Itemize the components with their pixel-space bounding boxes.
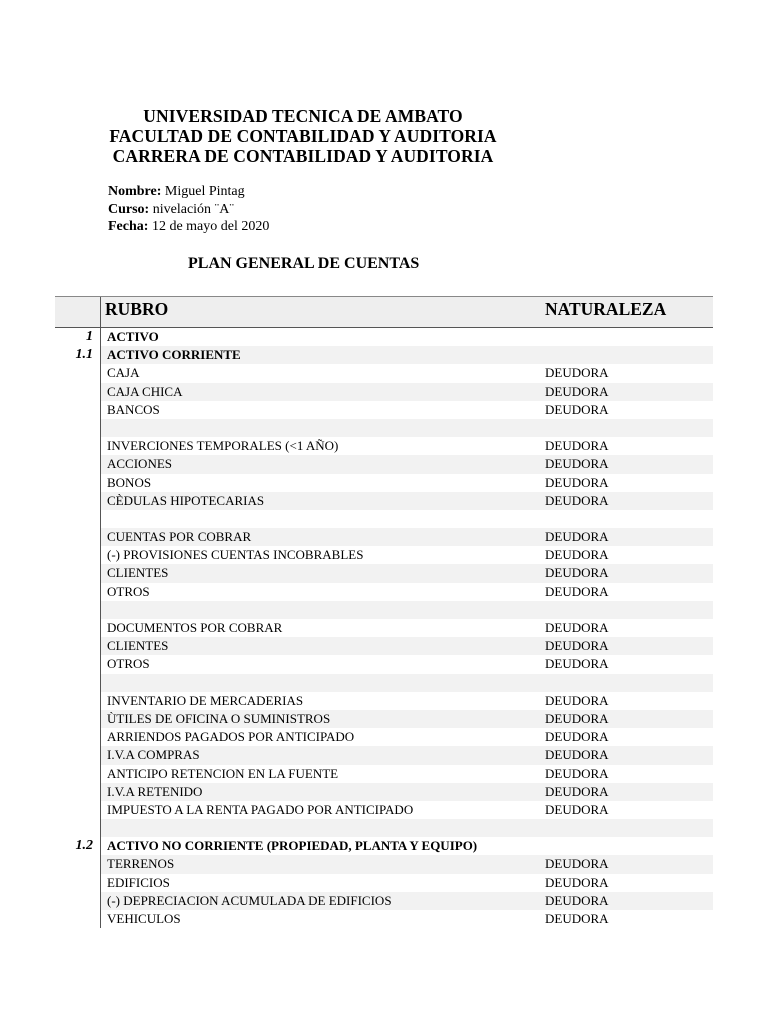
account-name: TERRENOS xyxy=(107,856,175,872)
account-name: OTROS xyxy=(107,583,150,599)
account-nature: DEUDORA xyxy=(545,438,609,454)
table-row xyxy=(101,892,713,910)
account-code: 1 xyxy=(86,329,93,344)
account-nature: DEUDORA xyxy=(545,729,609,745)
fecha-label: Fecha: xyxy=(108,219,149,234)
table-row xyxy=(101,855,713,873)
account-nature: DEUDORA xyxy=(545,547,609,563)
account-name: BONOS xyxy=(107,474,152,490)
account-name: I.V.A RETENIDO xyxy=(107,783,203,799)
column-divider xyxy=(100,297,101,327)
account-name: I.V.A COMPRAS xyxy=(107,747,200,763)
nombre-line xyxy=(108,183,269,201)
table-row xyxy=(101,910,713,928)
account-nature: DEUDORA xyxy=(545,765,609,781)
table-row xyxy=(101,583,713,601)
table-row xyxy=(101,801,713,819)
table-row xyxy=(101,874,713,892)
table-body xyxy=(75,328,713,928)
student-info xyxy=(108,183,269,236)
table-row xyxy=(101,510,713,528)
table-row xyxy=(101,437,713,455)
university-title: UNIVERSIDAD TECNICA DE AMBATO xyxy=(143,106,463,126)
document-header xyxy=(0,106,606,166)
account-name: CAJA CHICA xyxy=(107,383,183,399)
account-nature: DEUDORA xyxy=(545,474,609,490)
table-row xyxy=(75,346,713,364)
table-row xyxy=(86,328,713,346)
career-title: CARRERA DE CONTABILIDAD Y AUDITORIA xyxy=(112,146,494,166)
account-nature: DEUDORA xyxy=(545,529,609,545)
account-name: IMPUESTO A LA RENTA PAGADO POR ANTICIPADO xyxy=(107,801,414,817)
account-nature: DEUDORA xyxy=(545,620,609,635)
table-row xyxy=(75,837,713,855)
table-row xyxy=(101,692,713,710)
account-nature: DEUDORA xyxy=(545,783,609,799)
table-row xyxy=(101,746,713,764)
account-name: ACTIVO CORRIENTE xyxy=(107,347,241,363)
account-nature: DEUDORA xyxy=(545,583,609,599)
account-nature: DEUDORA xyxy=(545,492,609,508)
account-name: ARRIENDOS PAGADOS POR ANTICIPADO xyxy=(107,729,355,745)
column-header-rubro: RUBRO xyxy=(105,299,169,319)
table-row xyxy=(101,564,713,582)
table-row xyxy=(101,601,713,619)
account-nature: DEUDORA xyxy=(545,856,609,872)
account-name: ACTIVO NO CORRIENTE (PROPIEDAD, PLANTA Y EQUIPO) xyxy=(107,838,478,854)
account-name: CLIENTES xyxy=(107,638,169,654)
account-name: ACCIONES xyxy=(107,456,173,472)
account-name: INVENTARIO DE MERCADERIAS xyxy=(107,692,304,708)
plan-title: PLAN GENERAL DE CUENTAS xyxy=(188,255,420,272)
account-nature: DEUDORA xyxy=(545,874,609,890)
table-row xyxy=(101,455,713,473)
account-nature: DEUDORA xyxy=(545,656,609,672)
table-row xyxy=(101,474,713,492)
table-row xyxy=(101,637,713,655)
account-name: (-) PROVISIONES CUENTAS INCOBRABLES xyxy=(107,547,364,563)
table-row xyxy=(101,765,713,783)
fecha-value: 12 de mayo del 2020 xyxy=(151,219,270,234)
curso-label: Curso: xyxy=(108,201,150,217)
account-name: EDIFICIOS xyxy=(107,874,170,890)
account-name: CLIENTES xyxy=(107,565,169,581)
accounts-table xyxy=(55,296,713,928)
account-nature: DEUDORA xyxy=(545,365,609,381)
account-nature: DEUDORA xyxy=(545,710,609,726)
curso-line xyxy=(108,201,269,219)
account-name: OTROS xyxy=(107,656,150,672)
account-name: DOCUMENTOS POR COBRAR xyxy=(107,620,283,635)
faculty-title: FACULTAD DE CONTABILIDAD Y AUDITORIA xyxy=(109,126,497,146)
account-name: BANCOS xyxy=(107,401,160,417)
account-name: CUENTAS POR COBRAR xyxy=(107,529,252,545)
account-code: 1.2 xyxy=(75,838,93,854)
table-header xyxy=(55,296,713,328)
table-row xyxy=(101,401,713,419)
table-row xyxy=(101,728,713,746)
account-nature: DEUDORA xyxy=(545,892,609,908)
table-row xyxy=(101,364,713,382)
account-nature: DEUDORA xyxy=(545,456,609,472)
account-nature: DEUDORA xyxy=(545,401,609,417)
account-name: INVERCIONES TEMPORALES (<1 AÑO) xyxy=(107,438,339,454)
nombre-value: Miguel Pintag xyxy=(164,184,245,199)
table-row xyxy=(101,710,713,728)
account-nature: DEUDORA xyxy=(545,383,609,399)
table-row xyxy=(101,655,713,673)
table-row xyxy=(101,492,713,510)
account-name: CÈDULAS HIPOTECARIAS xyxy=(107,492,265,508)
account-name: VEHICULOS xyxy=(107,911,181,926)
table-row xyxy=(101,674,713,692)
account-nature: DEUDORA xyxy=(545,692,609,708)
account-nature: DEUDORA xyxy=(545,911,609,926)
account-name: CAJA xyxy=(107,365,140,381)
account-name: ÙTILES DE OFICINA O SUMINISTROS xyxy=(107,710,331,726)
account-code: 1.1 xyxy=(75,347,93,363)
table-row xyxy=(101,619,713,637)
nombre-label: Nombre: xyxy=(108,184,162,199)
curso-value: nivelación ¨A¨ xyxy=(152,201,234,217)
fecha-line xyxy=(108,218,269,236)
account-nature: DEUDORA xyxy=(545,638,609,654)
account-nature: DEUDORA xyxy=(545,801,609,817)
account-name: (-) DEPRECIACION ACUMULADA DE EDIFICIOS xyxy=(107,892,392,908)
table-row xyxy=(101,419,713,437)
table-row xyxy=(101,819,713,837)
account-nature: DEUDORA xyxy=(545,747,609,763)
table-row xyxy=(101,783,713,801)
account-name: ANTICIPO RETENCION EN LA FUENTE xyxy=(107,765,339,781)
table-row xyxy=(101,383,713,401)
column-header-naturaleza: NATURALEZA xyxy=(545,299,667,319)
account-name: ACTIVO xyxy=(107,329,159,344)
account-nature: DEUDORA xyxy=(545,565,609,581)
table-row xyxy=(101,528,713,546)
table-row xyxy=(101,546,713,564)
